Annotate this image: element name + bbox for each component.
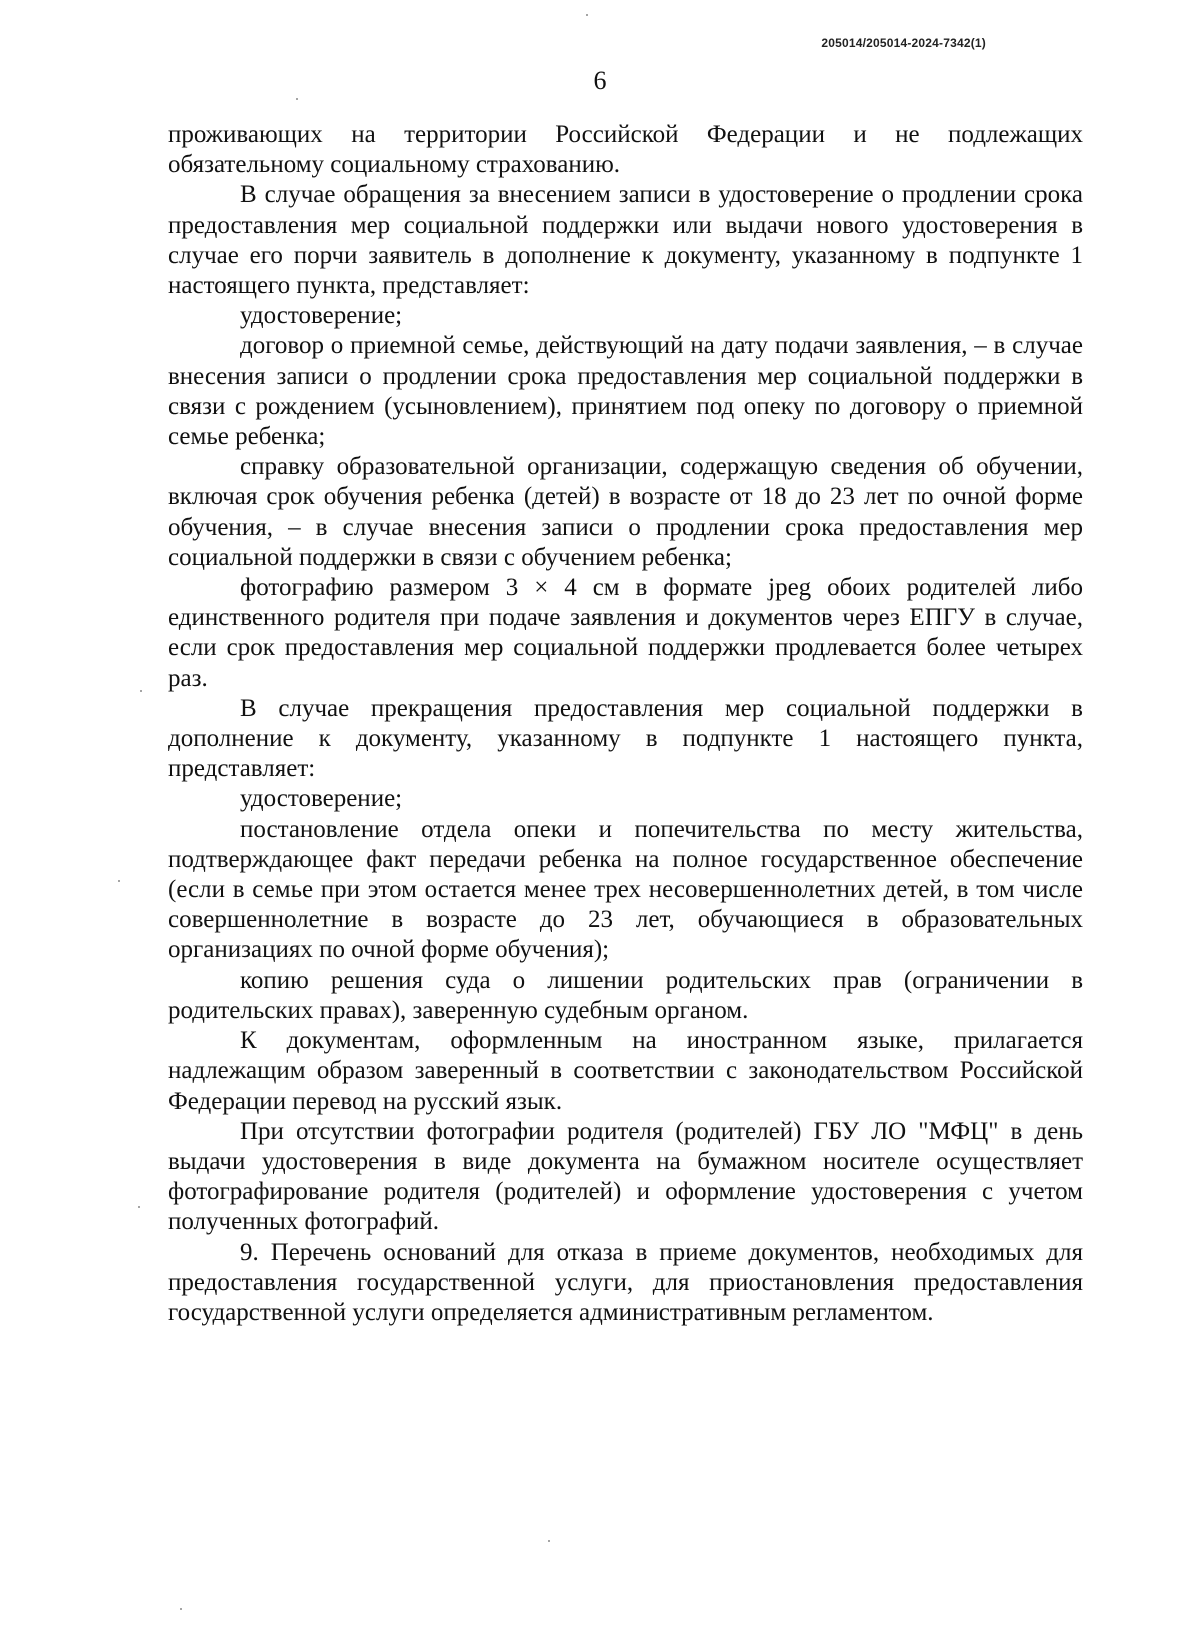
scan-speck <box>296 98 298 100</box>
scan-speck <box>548 1540 550 1542</box>
paragraph: удостоверение; <box>240 302 403 330</box>
paragraph: При отсутствии фотографии родителя (родителей) ГБУ ЛО "МФЦ" в день выдачи удостоверения в виде документа на бумажном носителе осуществляет фотографирование родителя (родителей) и оформление удостоверения с учетом полученных фотографий. <box>168 1117 1083 1236</box>
paragraph: договор о приемной семье, действующий на дату подачи заявления, – в случае внесения записи о продлении срока предоставления мер социальной поддержки в связи с рождением (усыновлением), принятием под опеку по договору о приемной семье ребенка; <box>168 332 1083 451</box>
paragraph: копию решения суда о лишении родительских прав (ограничении в родительских правах), заверенную судебным органом. <box>168 966 1083 1024</box>
document-id: 205014/205014-2024-7342(1) <box>821 36 986 50</box>
paragraph: постановление отдела опеки и попечительства по месту жительства, подтверждающее факт передачи ребенка на полное государственное обеспечение (если в семье при этом остается менее трех несовершеннолетних детей, в том числе совершеннолетние в возрасте до 23 лет, обучающиеся в образовательных организациях по очной форме обучения); <box>168 815 1083 964</box>
page-number: 6 <box>593 66 607 95</box>
scan-speck <box>140 690 142 692</box>
paragraph: проживающих на территории Российской Федерации и не подлежащих обязательному социальному страхованию. <box>168 121 1083 179</box>
paragraph: К документам, оформленным на иностранном языке, прилагается надлежащим образом заверенный в соответствии с законодательством Российской Федерации перевод на русский язык. <box>168 1027 1083 1115</box>
scan-speck <box>138 1206 140 1208</box>
paragraph: удостоверение; <box>240 785 403 813</box>
paragraph: В случае обращения за внесением записи в удостоверение о продлении срока предоставления мер социальной поддержки или выдачи нового удостоверения в случае его порчи заявитель в дополнение к документу, указанному в подпункте 1 настоящего пункта, представляет: <box>168 181 1083 300</box>
paragraph: фотографию размером 3 × 4 см в формате jpeg обоих родителей либо единственного родителя при подаче заявления и документов через ЕПГУ в случае, если срок предоставления мер социальной поддержки продлевается более четырех раз. <box>168 574 1083 692</box>
paragraph: справку образовательной организации, содержащую сведения об обучении, включая срок обучения ребенка (детей) в возрасте от 18 до 23 лет по очной форме обучения, – в случае внесения записи о продлении срока предоставления мер социальной поддержки в связи с обучением ребенка; <box>168 453 1083 571</box>
scan-speck <box>118 880 120 882</box>
scan-speck <box>180 1608 182 1610</box>
scan-speck <box>586 14 588 16</box>
paragraph: 9. Перечень оснований для отказа в приеме документов, необходимых для предоставления государственной услуги, для приостановления предоставления государственной услуги определяется административным регламентом. <box>168 1238 1083 1326</box>
paragraph: В случае прекращения предоставления мер социальной поддержки в дополнение к документу, указанному в подпункте 1 настоящего пункта, представляет: <box>168 694 1083 783</box>
document-body <box>168 120 1083 1328</box>
